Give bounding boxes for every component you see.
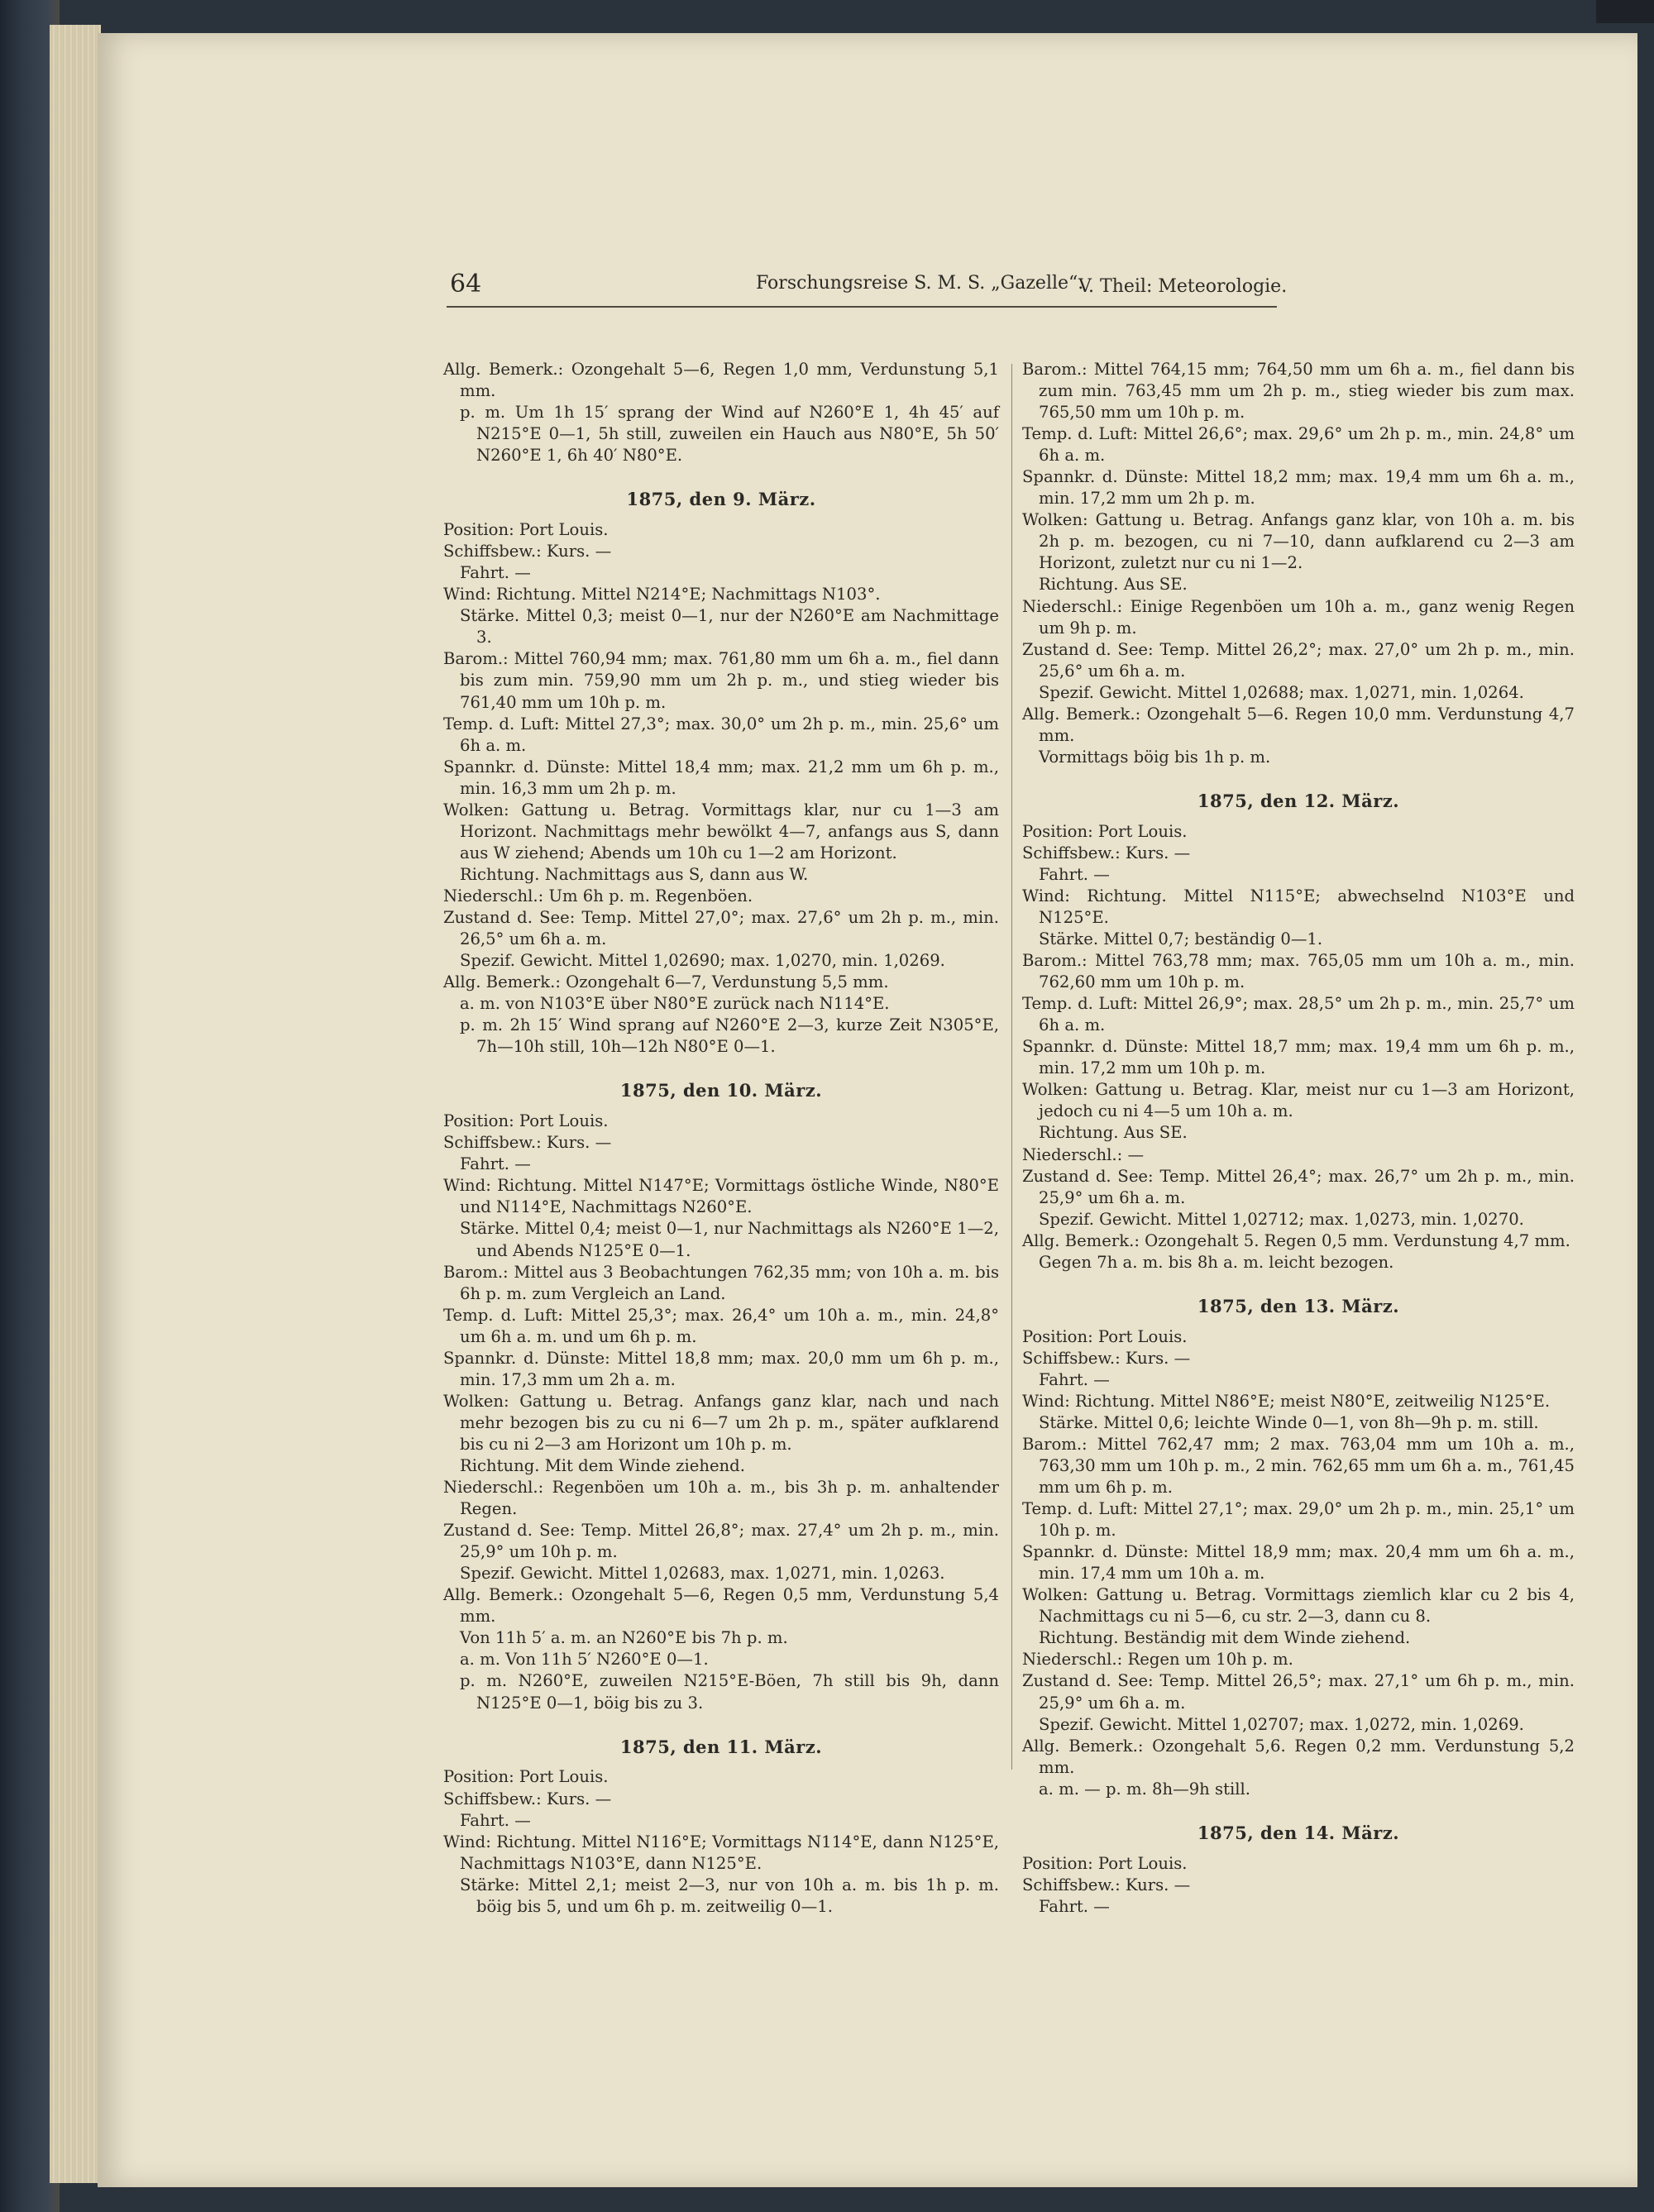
entry: Position: Port Louis. xyxy=(443,1767,609,1787)
entry: Schiffsbew.: Kurs. — xyxy=(443,542,612,561)
entry: Von 11h 5′ a. m. an N260°E bis 7h p. m. xyxy=(460,1628,788,1648)
entry: Wind: Richtung. Mittel N214°E; Nachmittags N103°. xyxy=(443,585,881,604)
entry: Fahrt. — xyxy=(1039,1369,1110,1389)
entry: a. m. von N103°E über N80°E zurück nach N114°E. xyxy=(460,994,890,1014)
day-heading: 1875, den 13. März. xyxy=(1197,1295,1400,1316)
entry: Wolken: Gattung u. Betrag. Anfangs ganz klar, nach und nach mehr bezogen bis zu cu ni 6—7 um 2h p. m., später aufklarend bis cu ni 2—3 am Horizont um 10h p. m. xyxy=(443,1391,999,1454)
entry: Richtung. Aus SE. xyxy=(1039,1123,1188,1143)
entry: Wind: Richtung. Mittel N86°E; meist N80°E, zeitweilig N125°E. xyxy=(1022,1391,1551,1411)
entry: Schiffsbew.: Kurs. — xyxy=(1022,1875,1191,1894)
entry: Allg. Bemerk.: Ozongehalt 5—6, Regen 0,5 mm, Verdunstung 5,4 mm. xyxy=(443,1585,999,1627)
entry: Wolken: Gattung u. Betrag. Anfangs ganz klar, von 10h a. m. bis 2h p. m. bezogen, cu ni 7—10, dann aufklarend cu 2—3 am Horizont, zuletzt nur cu ni 1—2. xyxy=(1022,510,1575,573)
section-title: V. Theil: Meteorologie. xyxy=(1078,276,1288,297)
entry: Spannkr. d. Dünste: Mittel 18,8 mm; max. 20,0 mm um 6h p. m., min. 17,3 mm um 2h a. m. xyxy=(443,1348,999,1389)
entry: Position: Port Louis. xyxy=(1022,821,1188,841)
entry: Position: Port Louis. xyxy=(443,520,609,540)
left-column xyxy=(443,359,999,1918)
entry: Fahrt. — xyxy=(1039,1896,1110,1916)
entry: Stärke. Mittel 0,7; beständig 0—1. xyxy=(1039,929,1323,949)
entry: p. m. 2h 15′ Wind sprang auf N260°E 2—3, kurze Zeit N305°E, 7h—10h still, 10h—12h N80°E 0—1. xyxy=(460,1015,999,1057)
entry: a. m. Von 11h 5′ N260°E 0—1. xyxy=(460,1650,709,1670)
entry: Zustand d. See: Temp. Mittel 27,0°; max. 27,6° um 2h p. m., min. 26,5° um 6h a. m. xyxy=(443,908,999,949)
entry: Allg. Bemerk.: Ozongehalt 5. Regen 0,5 mm. Verdunstung 4,7 mm. xyxy=(1022,1230,1570,1250)
entry: Wind: Richtung. Mittel N116°E; Vormittags N114°E, dann N125°E, Nachmittags N103°E, dann N125°E. xyxy=(443,1832,999,1873)
entry: Schiffsbew.: Kurs. — xyxy=(443,1789,612,1808)
entry: Richtung. Mit dem Winde ziehend. xyxy=(460,1456,745,1475)
entry: Position: Port Louis. xyxy=(443,1111,609,1131)
entry: Niederschl.: — xyxy=(1022,1144,1145,1164)
entry: Wolken: Gattung u. Betrag. Klar, meist nur cu 1—3 am Horizont, jedoch cu ni 4—5 um 10h a. m. xyxy=(1022,1080,1575,1121)
entry: Fahrt. — xyxy=(460,1810,531,1830)
page-number: 64 xyxy=(450,270,482,299)
entry: Niederschl.: Regen um 10h p. m. xyxy=(1022,1650,1293,1670)
background-corner xyxy=(1596,0,1654,23)
running-title: Forschungsreise S. M. S. „Gazelle“. xyxy=(756,273,1084,294)
entry: Spannkr. d. Dünste: Mittel 18,2 mm; max. 19,4 mm um 6h a. m., min. 17,2 mm um 2h p. m. xyxy=(1022,467,1575,509)
running-header xyxy=(450,270,1288,303)
entry: a. m. — p. m. 8h—9h still. xyxy=(1039,1779,1250,1799)
paragraph: p. m. Um 1h 15′ sprang der Wind auf N260°E 1, 4h 45′ auf N215°E 0—1, 5h still, zuweilen ein Hauch aus N80°E, 5h 50′ N260°E 1, 6h 40′ N80°E. xyxy=(460,403,999,466)
entry: Niederschl.: Einige Regenböen um 10h a. m., ganz wenig Regen um 9h p. m. xyxy=(1022,596,1575,638)
entry: Wolken: Gattung u. Betrag. Vormittags klar, nur cu 1—3 am Horizont. Nachmittags mehr bewölkt 4—7, anfangs aus S, dann aus W ziehend; Abends um 10h cu 1—2 am Horizont. xyxy=(443,800,999,862)
entry: Richtung. Aus SE. xyxy=(1039,575,1188,595)
day-heading: 1875, den 10. März. xyxy=(619,1080,823,1101)
entry: Spannkr. d. Dünste: Mittel 18,4 mm; max. 21,2 mm um 6h p. m., min. 16,3 mm um 2h p. m. xyxy=(443,757,999,798)
entry: Zustand d. See: Temp. Mittel 26,4°; max. 26,7° um 2h p. m., min. 25,9° um 6h a. m. xyxy=(1022,1166,1575,1207)
entry: Temp. d. Luft: Mittel 25,3°; max. 26,4° um 10h a. m., min. 24,8° um 6h a. m. und um 6h p. m. xyxy=(443,1305,999,1346)
entry: Barom.: Mittel 764,15 mm; 764,50 mm um 6h a. m., fiel dann bis zum min. 763,45 mm um 2h p. m., stieg wieder bis zum max. 765,50 mm um 10h p. m. xyxy=(1022,360,1575,423)
entry: Niederschl.: Um 6h p. m. Regenböen. xyxy=(443,886,753,905)
entry: Wind: Richtung. Mittel N115°E; abwechselnd N103°E und N125°E. xyxy=(1022,886,1575,927)
entry: Stärke. Mittel 0,4; meist 0—1, nur Nachmittags als N260°E 1—2, und Abends N125°E 0—1. xyxy=(460,1219,999,1260)
entry: Allg. Bemerk.: Ozongehalt 6—7, Verdunstung 5,5 mm. xyxy=(443,972,889,992)
entry: Spezif. Gewicht. Mittel 1,02707; max. 1,0272, min. 1,0269. xyxy=(1039,1714,1524,1734)
entry: Stärke: Mittel 2,1; meist 2—3, nur von 10h a. m. bis 1h p. m. böig bis 5, und um 6h p. m. zeitweilig 0—1. xyxy=(460,1875,999,1916)
entry: Spezif. Gewicht. Mittel 1,02712; max. 1,0273, min. 1,0270. xyxy=(1039,1209,1524,1229)
entry: Temp. d. Luft: Mittel 27,1°; max. 29,0° um 2h p. m., min. 25,1° um 10h p. m. xyxy=(1022,1499,1575,1541)
entry: Fahrt. — xyxy=(460,563,531,583)
entry: Wolken: Gattung u. Betrag. Vormittags ziemlich klar cu 2 bis 4, Nachmittags cu ni 5—6, cu str. 2—3, dann cu 8. xyxy=(1022,1585,1575,1627)
entry: Position: Port Louis. xyxy=(1022,1853,1188,1873)
entry: Richtung. Beständig mit dem Winde ziehend. xyxy=(1039,1628,1411,1648)
entry: Spannkr. d. Dünste: Mittel 18,7 mm; max. 19,4 mm um 6h p. m., min. 17,2 mm um 10h p. m. xyxy=(1022,1037,1575,1078)
entry: Barom.: Mittel 762,47 mm; 2 max. 763,04 mm um 10h a. m., 763,30 mm um 10h p. m., 2 min. 762,65 mm um 6h a. m., 761,45 mm um 6h p. m. xyxy=(1022,1434,1575,1498)
entry: Spannkr. d. Dünste: Mittel 18,9 mm; max. 20,4 mm um 6h a. m., min. 17,4 mm um 10h a. m. xyxy=(1022,1542,1575,1584)
entry: Barom.: Mittel 760,94 mm; max. 761,80 mm um 6h a. m., fiel dann bis zum min. 759,90 mm um 2h p. m., und stieg wieder bis 761,40 mm um 10h p. m. xyxy=(443,649,999,712)
entry: Allg. Bemerk.: Ozongehalt 5,6. Regen 0,2 mm. Verdunstung 5,2 mm. xyxy=(1022,1736,1575,1777)
entry: Stärke. Mittel 0,3; meist 0—1, nur der N260°E am Nachmittage 3. xyxy=(460,606,999,647)
day-heading: 1875, den 14. März. xyxy=(1197,1822,1400,1843)
day-heading: 1875, den 12. März. xyxy=(1197,790,1400,811)
header-rule xyxy=(447,306,1277,308)
entry: Spezif. Gewicht. Mittel 1,02690; max. 1,0270, min. 1,0269. xyxy=(460,951,945,971)
entry: Niederschl.: Regenböen um 10h a. m., bis 3h p. m. anhaltender Regen. xyxy=(443,1478,999,1519)
entry: Temp. d. Luft: Mittel 26,6°; max. 29,6° um 2h p. m., min. 24,8° um 6h a. m. xyxy=(1022,424,1575,466)
entry: Schiffsbew.: Kurs. — xyxy=(1022,843,1191,862)
column-divider xyxy=(1011,364,1012,1770)
entry: Schiffsbew.: Kurs. — xyxy=(443,1133,612,1153)
entry: Wind: Richtung. Mittel N147°E; Vormittags östliche Winde, N80°E und N114°E, Nachmittags N260°E. xyxy=(443,1176,999,1217)
entry: Schiffsbew.: Kurs. — xyxy=(1022,1348,1191,1368)
entry: Spezif. Gewicht. Mittel 1,02683, max. 1,0271, min. 1,0263. xyxy=(460,1564,945,1584)
page-edges xyxy=(50,25,101,2183)
entry: Temp. d. Luft: Mittel 27,3°; max. 30,0° um 2h p. m., min. 25,6° um 6h a. m. xyxy=(443,714,999,755)
entry: Allg. Bemerk.: Ozongehalt 5—6. Regen 10,0 mm. Verdunstung 4,7 mm. xyxy=(1022,704,1575,745)
entry: Zustand d. See: Temp. Mittel 26,2°; max. 27,0° um 2h p. m., min. 25,6° um 6h a. m. xyxy=(1022,639,1575,681)
entry: Richtung. Nachmittags aus S, dann aus W. xyxy=(460,864,809,884)
paragraph: Allg. Bemerk.: Ozongehalt 5—6, Regen 1,0 mm, Verdunstung 5,1 mm. xyxy=(443,360,999,401)
entry: Stärke. Mittel 0,6; leichte Winde 0—1, von 8h—9h p. m. still. xyxy=(1039,1412,1539,1432)
entry: Fahrt. — xyxy=(460,1154,531,1174)
entry: p. m. N260°E, zuweilen N215°E-Böen, 7h still bis 9h, dann N125°E 0—1, böig bis zu 3. xyxy=(460,1671,999,1713)
entry: Fahrt. — xyxy=(1039,864,1110,884)
entry: Barom.: Mittel aus 3 Beobachtungen 762,35 mm; von 10h a. m. bis 6h p. m. zum Vergleich an Land. xyxy=(443,1262,999,1303)
entry: Temp. d. Luft: Mittel 26,9°; max. 28,5° um 2h p. m., min. 25,7° um 6h a. m. xyxy=(1022,994,1575,1035)
entry: Zustand d. See: Temp. Mittel 26,5°; max. 27,1° um 6h p. m., min. 25,9° um 6h a. m. xyxy=(1022,1671,1575,1713)
entry: Zustand d. See: Temp. Mittel 26,8°; max. 27,4° um 2h p. m., min. 25,9° um 10h p. m. xyxy=(443,1521,999,1562)
right-column xyxy=(1022,359,1575,1918)
entry: Spezif. Gewicht. Mittel 1,02688; max. 1,0271, min. 1,0264. xyxy=(1039,682,1524,702)
entry: Position: Port Louis. xyxy=(1022,1326,1188,1346)
entry: Barom.: Mittel 763,78 mm; max. 765,05 mm um 10h a. m., min. 762,60 mm um 10h p. m. xyxy=(1022,951,1575,992)
day-heading: 1875, den 9. März. xyxy=(626,489,816,510)
day-heading: 1875, den 11. März. xyxy=(619,1736,823,1757)
entry: Vormittags böig bis 1h p. m. xyxy=(1039,747,1271,767)
entry: Gegen 7h a. m. bis 8h a. m. leicht bezogen. xyxy=(1039,1252,1394,1272)
